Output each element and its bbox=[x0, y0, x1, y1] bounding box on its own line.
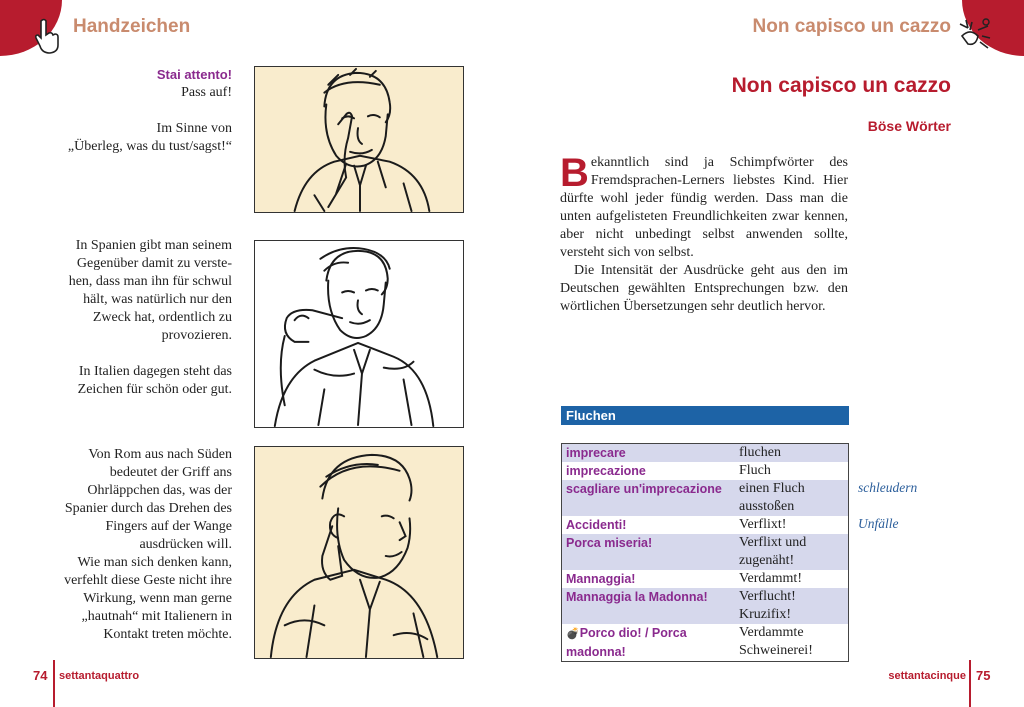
caption-3-line: ausdrücken will. bbox=[139, 537, 232, 552]
caption-2-line: Gegenüber damit zu verste- bbox=[76, 256, 232, 271]
page-subtitle: Böse Wörter bbox=[867, 118, 951, 134]
vocab-german: fluchen bbox=[739, 445, 781, 460]
illustration-finger-cheek bbox=[254, 240, 464, 428]
caption-3-line: Fingers auf der Wange bbox=[105, 519, 232, 534]
caption-3-line: Wirkung, wenn man gerne bbox=[83, 591, 232, 606]
vocab-italian: Mannaggia la Madonna! bbox=[566, 590, 708, 604]
vocab-row bbox=[562, 588, 848, 624]
intro-text bbox=[560, 151, 848, 316]
vocab-italian-text: Porco dio! / Porca madonna! bbox=[566, 626, 687, 659]
caption-2-line: Zweck hat, ordentlich zu bbox=[92, 310, 232, 325]
footer-word-right: settantacinque bbox=[888, 670, 966, 682]
intro-paragraph-1 bbox=[560, 151, 848, 262]
vocab-german: Verflixt und zugenäht! bbox=[739, 535, 807, 568]
vocab-row bbox=[562, 516, 848, 534]
cursing-doodle-icon bbox=[956, 16, 994, 50]
caption-2-line: provozieren. bbox=[161, 328, 232, 343]
vocab-italian: scagliare un'imprecazione bbox=[566, 482, 722, 496]
drop-cap: B bbox=[560, 151, 589, 195]
caption-3-line: Ohrläppchen das, was der bbox=[87, 483, 232, 498]
caption-1-line: Im Sinne von bbox=[156, 121, 232, 136]
bomb-icon: 💣 bbox=[566, 627, 580, 640]
vocab-row bbox=[562, 624, 848, 661]
caption-3-line: Spanier durch das Drehen des bbox=[64, 501, 232, 516]
sketch-man-pointing-eye bbox=[255, 67, 463, 212]
caption-2-line: hen, dass man ihn für schwul bbox=[68, 274, 232, 289]
vocab-italian: imprecare bbox=[566, 446, 626, 460]
vocab-italian: Porca miseria! bbox=[566, 536, 653, 550]
vocab-german: Verdammte Schweinerei! bbox=[739, 625, 813, 658]
hand-icon bbox=[34, 18, 60, 54]
caption-3-line: Wie man sich denken kann, bbox=[77, 555, 232, 570]
sketch-man-earlobe bbox=[255, 447, 463, 658]
caption-2-line bbox=[12, 345, 232, 363]
sketch-man-finger-cheek bbox=[255, 241, 463, 427]
caption-1-line bbox=[12, 102, 232, 120]
page-number-right: 75 bbox=[976, 668, 991, 683]
caption-3-line: Von Rom aus nach Süden bbox=[88, 447, 232, 462]
vocab-table bbox=[561, 443, 849, 662]
vocab-row bbox=[562, 480, 848, 516]
table-title-bar: Fluchen bbox=[561, 406, 849, 425]
right-header: Non capisco un cazzo bbox=[752, 16, 951, 37]
intro-paragraph-2: Die Intensität der Ausdrücke geht aus den im Deutschen gewählten Entsprechungen bzw. den wörtlichen Übersetzungen sehr deutlich hervor. bbox=[560, 263, 848, 314]
caption-2-line: In Spanien gibt man seinem bbox=[75, 238, 232, 253]
caption-3-line: bedeutet der Griff ans bbox=[109, 465, 232, 480]
caption-1-line: Stai attento! bbox=[156, 67, 232, 82]
vocab-italian: Accidenti! bbox=[566, 518, 627, 532]
vocab-row bbox=[562, 534, 848, 570]
caption-3 bbox=[12, 446, 232, 644]
footer-divider-left bbox=[53, 660, 55, 707]
caption-1-line: „Überleg, was du tust/sagst!“ bbox=[67, 139, 232, 154]
caption-2 bbox=[12, 237, 232, 399]
caption-2-line: Zeichen für schön oder gut. bbox=[77, 382, 232, 397]
vocab-german: einen Fluch ausstoßen bbox=[739, 481, 805, 514]
footer-word-left: settantaquattro bbox=[59, 670, 140, 682]
page-number-left: 74 bbox=[33, 668, 48, 683]
vocab-row bbox=[562, 444, 848, 462]
caption-3-line: Kontakt treten möchte. bbox=[103, 627, 232, 642]
vocab-italian: imprecazione bbox=[566, 464, 646, 478]
vocab-german: Verflucht! Kruzifix! bbox=[739, 589, 796, 622]
vocab-german: Verflixt! bbox=[739, 517, 787, 532]
vocab-row bbox=[562, 570, 848, 588]
side-note-unfaelle: Unfälle bbox=[858, 516, 899, 531]
caption-2-line: In Italien dagegen steht das bbox=[78, 364, 232, 379]
caption-3-line: verfehlt diese Geste nicht ihre bbox=[64, 573, 232, 588]
illustration-earlobe-grip bbox=[254, 446, 464, 659]
vocab-german: Fluch bbox=[739, 463, 771, 478]
paragraph-1-text: ekanntlich sind ja Schimpfwörter des Fremdsprachen-Lerners liebstes Kind. Hier dürfte wohl jeder fündig werden. Dass man die unten aufgelisteten Freundlichkeiten zwar kennen, aber nicht unbedingt selbst anwenden sollte, versteht sich von selbst. bbox=[560, 155, 848, 260]
vocab-row bbox=[562, 462, 848, 480]
footer-divider-right bbox=[969, 660, 971, 707]
vocab-italian bbox=[562, 624, 737, 661]
side-note-schleudern: schleudern bbox=[858, 480, 918, 495]
caption-1 bbox=[12, 66, 232, 156]
caption-3-line: „hautnah“ mit Italienern in bbox=[81, 609, 232, 624]
caption-1-line: Pass auf! bbox=[181, 85, 232, 100]
vocab-german: Verdammt! bbox=[739, 571, 802, 586]
illustration-finger-under-eye bbox=[254, 66, 464, 213]
caption-2-line: hält, was natürlich nur den bbox=[83, 292, 232, 307]
left-header: Handzeichen bbox=[73, 16, 191, 37]
vocab-italian: Mannaggia! bbox=[566, 572, 636, 586]
page-title: Non capisco un cazzo bbox=[731, 74, 951, 97]
